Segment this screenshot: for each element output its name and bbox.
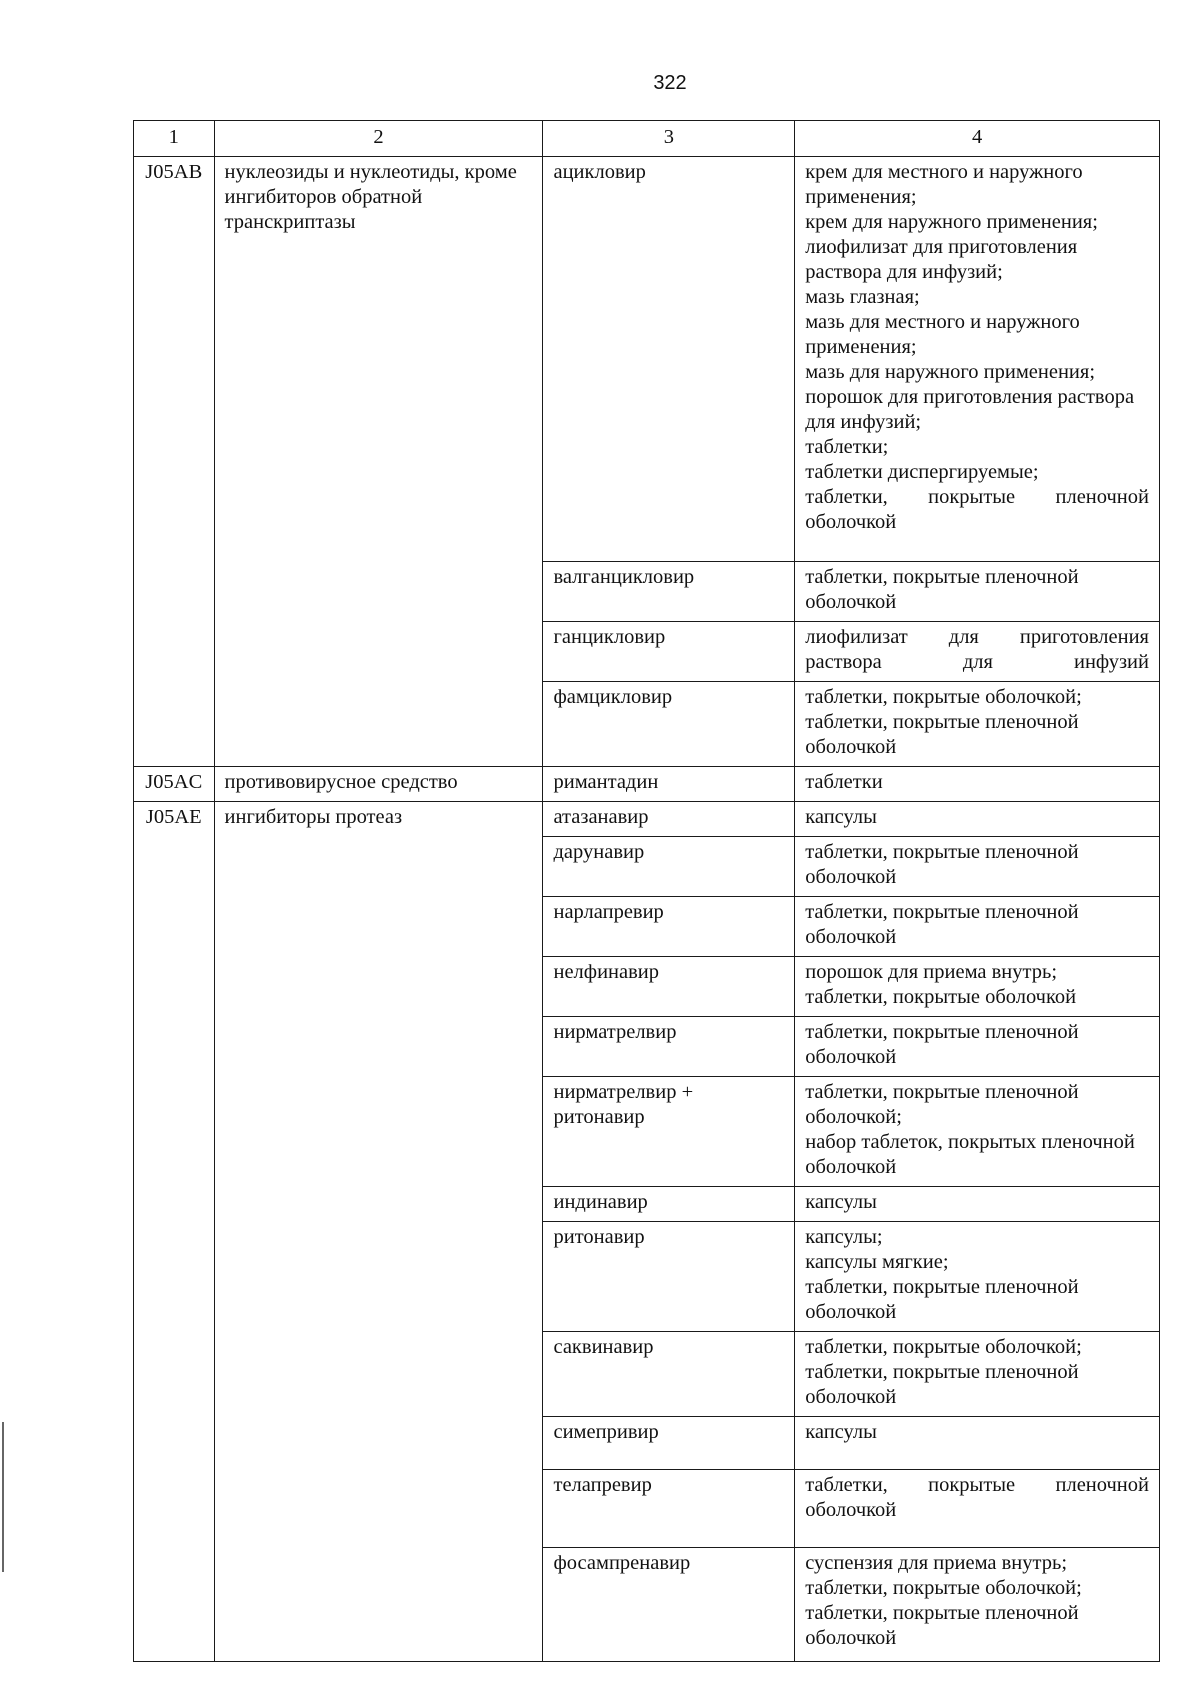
drug-name-cell: симепривир bbox=[543, 1417, 795, 1470]
table-row bbox=[134, 157, 1160, 562]
dosage-form-line: таблетки, покрытые пленочной оболочкой bbox=[805, 901, 1079, 948]
dosage-form-line: таблетки, покрытые оболочкой; bbox=[805, 686, 1082, 708]
dosage-forms-cell bbox=[795, 1548, 1160, 1662]
dosage-form-line: таблетки, покрытые оболочкой bbox=[805, 986, 1077, 1008]
dosage-forms-cell bbox=[795, 1187, 1160, 1222]
dosage-form-line: таблетки, покрытые пленочной оболочкой bbox=[805, 1474, 1149, 1521]
dosage-form-line: порошок для приема внутрь; bbox=[805, 961, 1058, 983]
dosage-form-line: лиофилизат для приготовления раствора для инфузий bbox=[805, 626, 1149, 673]
dosage-form-line: капсулы bbox=[805, 806, 877, 828]
dosage-forms-cell bbox=[795, 837, 1160, 897]
group-name-cell: противовирусное средство bbox=[214, 767, 543, 802]
table-row bbox=[134, 767, 1160, 802]
dosage-form-line: таблетки, покрытые пленочной оболочкой bbox=[805, 1276, 1079, 1323]
dosage-form-line: таблетки, покрытые пленочной оболочкой bbox=[805, 1021, 1079, 1068]
dosage-forms-cell bbox=[795, 562, 1160, 622]
header-cell-3: 3 bbox=[543, 121, 795, 157]
dosage-form-line: таблетки, покрытые пленочной оболочкой bbox=[805, 486, 1149, 533]
drug-name-cell: ацикловир bbox=[543, 157, 795, 562]
dosage-forms-cell bbox=[795, 682, 1160, 767]
dosage-forms-cell bbox=[795, 1417, 1160, 1470]
drug-name-cell: нирматрелвир bbox=[543, 1017, 795, 1077]
dosage-form-line: суспензия для приема внутрь; bbox=[805, 1552, 1068, 1574]
drug-name-cell: нелфинавир bbox=[543, 957, 795, 1017]
dosage-form-line: таблетки, покрытые оболочкой; bbox=[805, 1577, 1082, 1599]
dosage-form-line: таблетки, покрытые оболочкой; bbox=[805, 1336, 1082, 1358]
dosage-form-line: капсулы bbox=[805, 1191, 877, 1213]
drug-name-cell: валганцикловир bbox=[543, 562, 795, 622]
header-cell-2: 2 bbox=[214, 121, 543, 157]
dosage-form-line: капсулы; bbox=[805, 1226, 883, 1248]
dosage-form-line: мазь для наружного применения; bbox=[805, 361, 1096, 383]
drug-name-cell: ритонавир bbox=[543, 1222, 795, 1332]
header-cell-1: 1 bbox=[134, 121, 215, 157]
table-row bbox=[134, 802, 1160, 837]
dosage-form-line: таблетки, покрытые пленочной оболочкой bbox=[805, 566, 1079, 613]
dosage-form-line: капсулы bbox=[805, 1421, 877, 1443]
drug-name-cell: индинавир bbox=[543, 1187, 795, 1222]
dosage-form-line: порошок для приготовления раствора для инфузий; bbox=[805, 386, 1135, 433]
drug-name-cell: саквинавир bbox=[543, 1332, 795, 1417]
dosage-form-line: таблетки диспергируемые; bbox=[805, 461, 1039, 483]
dosage-forms-cell bbox=[795, 1017, 1160, 1077]
drug-table bbox=[133, 120, 1160, 1662]
page-number: 322 bbox=[653, 72, 687, 94]
drug-name-cell: римантадин bbox=[543, 767, 795, 802]
drug-name-cell: нарлапревир bbox=[543, 897, 795, 957]
dosage-form-line: таблетки, покрытые пленочной оболочкой bbox=[805, 1602, 1079, 1649]
atc-code-cell: J05AB bbox=[134, 157, 215, 767]
atc-code-cell: J05AE bbox=[134, 802, 215, 1662]
drug-name-cell: нирматрелвир + ритонавир bbox=[543, 1077, 795, 1187]
dosage-forms-cell bbox=[795, 1332, 1160, 1417]
group-name-cell: ингибиторы протеаз bbox=[214, 802, 543, 1662]
drug-name-cell: ганцикловир bbox=[543, 622, 795, 682]
dosage-form-line: набор таблеток, покрытых пленочной оболочкой bbox=[805, 1131, 1135, 1178]
drug-name-cell: атазанавир bbox=[543, 802, 795, 837]
dosage-form-line: крем для местного и наружного применения; bbox=[805, 161, 1083, 208]
dosage-forms-cell bbox=[795, 1470, 1160, 1548]
dosage-form-line: таблетки, покрытые пленочной оболочкой bbox=[805, 1361, 1079, 1408]
dosage-forms-cell bbox=[795, 767, 1160, 802]
dosage-form-line: мазь для местного и наружного применения; bbox=[805, 311, 1080, 358]
dosage-form-line: мазь глазная; bbox=[805, 286, 920, 308]
drug-name-cell: дарунавир bbox=[543, 837, 795, 897]
dosage-form-line: таблетки bbox=[805, 771, 883, 793]
dosage-form-line: таблетки, покрытые пленочной оболочкой bbox=[805, 841, 1079, 888]
drug-name-cell: фосампренавир bbox=[543, 1548, 795, 1662]
dosage-form-line: крем для наружного применения; bbox=[805, 211, 1098, 233]
dosage-forms-cell bbox=[795, 622, 1160, 682]
dosage-form-line: капсулы мягкие; bbox=[805, 1251, 949, 1273]
dosage-forms-cell bbox=[795, 957, 1160, 1017]
header-row bbox=[134, 121, 1160, 157]
dosage-forms-cell bbox=[795, 157, 1160, 562]
dosage-form-line: таблетки, покрытые пленочной оболочкой bbox=[805, 711, 1079, 758]
dosage-forms-cell bbox=[795, 897, 1160, 957]
group-name-cell: нуклеозиды и нуклеотиды, кроме ингибиторов обратной транскриптазы bbox=[214, 157, 543, 767]
dosage-forms-cell bbox=[795, 802, 1160, 837]
header-cell-4: 4 bbox=[795, 121, 1160, 157]
dosage-forms-cell bbox=[795, 1222, 1160, 1332]
dosage-forms-cell bbox=[795, 1077, 1160, 1187]
dosage-form-line: таблетки; bbox=[805, 436, 889, 458]
dosage-form-line: таблетки, покрытые пленочной оболочкой; bbox=[805, 1081, 1079, 1128]
dosage-form-line: лиофилизат для приготовления раствора для инфузий; bbox=[805, 236, 1078, 283]
drug-name-cell: фамцикловир bbox=[543, 682, 795, 767]
scan-margin-mark bbox=[2, 1422, 4, 1572]
drug-name-cell: телапревир bbox=[543, 1470, 795, 1548]
atc-code-cell: J05AC bbox=[134, 767, 215, 802]
